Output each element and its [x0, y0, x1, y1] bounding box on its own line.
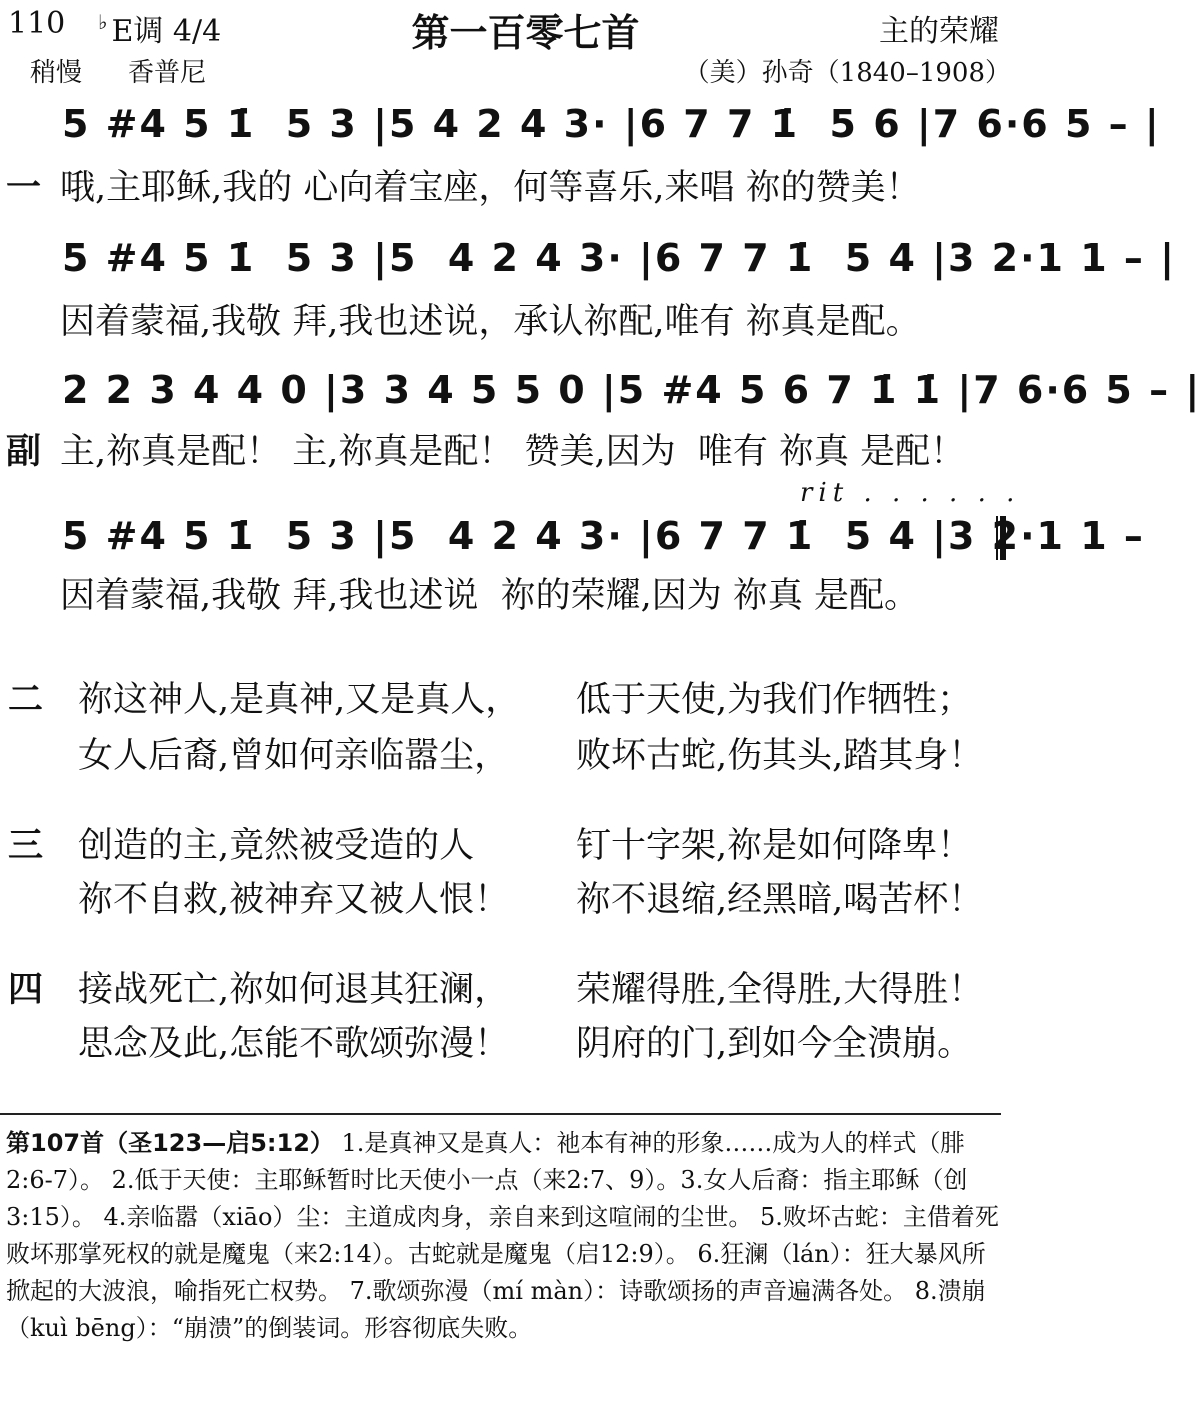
hymn-number: 110 — [8, 6, 66, 41]
notation-row-2: 5 #4 5 1̇ 5 3 |5 4 2 4 3· |6 7 7 1̇ 5 4 |3 2·1 1 – | — [62, 236, 1176, 280]
chorus-label: 副 — [6, 431, 42, 472]
footnotes-heading: 第107首（圣123—启5:12） — [6, 1129, 334, 1157]
lyrics-row-1: 哦,主耶稣,我的 心向着宝座，何等喜乐,来唱 祢的赞美！ — [60, 168, 921, 208]
hymn-subtitle: 主的荣耀 — [879, 14, 999, 49]
footnote-divider — [0, 1113, 1001, 1115]
ritardando-marking: rit . . . . . . — [800, 478, 1021, 508]
verse-4-line-1-left: 接战死亡,祢如何退其狂澜， — [78, 970, 510, 1010]
verse-3-line-2-left: 祢不自救,被神弃又被人恨！ — [78, 880, 510, 920]
verse-4-line-1-right: 荣耀得胜,全得胜,大得胜！ — [576, 970, 984, 1010]
verse-3-line-1-right: 钉十字架,祢是如何降卑！ — [576, 826, 973, 866]
verse-4-line-2-left: 思念及此,怎能不歌颂弥漫！ — [78, 1024, 510, 1064]
composer-credit: （美）孙奇（1840–1908） — [683, 58, 1011, 88]
verse-number-4: 四 — [8, 969, 44, 1010]
lyrics-row-2: 因着蒙福,我敬 拜,我也述说，承认祢配,唯有 祢真是配。 — [60, 302, 921, 342]
verse-2-line-1-right: 低于天使,为我们作牺牲； — [576, 680, 973, 720]
notation-row-3: 2 2 3 4 4 0 |3 3 4 5 5 0 |5 #4 5 6 7 1̇ 1̇ |7 6·6 5 – | — [62, 368, 1201, 412]
verse-2-line-2-right: 败坏古蛇,伤其头,踏其身！ — [576, 736, 984, 776]
tune-name: 香普尼 — [128, 58, 207, 88]
verse-label-1: 一 — [6, 167, 42, 208]
page-title: 第一百零七首 — [411, 11, 640, 55]
final-barline — [996, 516, 1006, 560]
footnotes-body: 1.是真神又是真人：祂本有神的形象……成为人的样式（腓2:6-7）。 2.低于天使：主耶稣暂时比天使小一点（来2:7、9）。3.女人后裔：指主耶稣（创3:15）。 4.亲临嚣（xiāo）尘：主道成肉身，亲自来到这喧闹的尘世。 5.败坏古蛇：主借着死败坏那掌死权的就是魔鬼（来2:14）。古蛇就是魔鬼（启12:9）。 6.狂澜（lán）：狂大暴风所掀起的大波浪，喻指死亡权势。 7.歌颂弥漫（mí màn）：诗歌颂扬的声音遍满各处。 8.溃崩（kuì bēng）：“崩溃”的倒装词。形容彻底失败。 — [6, 1129, 999, 1342]
key-label: E调 4/4 — [111, 14, 222, 49]
footnotes — [6, 1125, 1006, 1347]
verse-3-line-1-left: 创造的主,竟然被受造的人 — [78, 826, 475, 866]
tempo-marking: 稍慢 — [30, 58, 83, 88]
verse-2-line-2-left: 女人后裔,曾如何亲临嚣尘， — [78, 736, 510, 776]
verse-2-line-1-left: 祢这神人,是真神,又是真人， — [78, 680, 521, 720]
verse-4-line-2-right: 阴府的门,到如今全溃崩。 — [576, 1024, 973, 1064]
lyrics-row-3: 主,祢真是配！ 主,祢真是配！ 赞美,因为 唯有 祢真 是配！ — [60, 432, 966, 472]
notation-row-4: 5 #4 5 1̇ 5 3 |5 4 2 4 3· |6 7 7 1̇ 5 4 |3 2·1 1 – — [62, 514, 1161, 558]
flat-symbol: ♭ — [98, 10, 108, 34]
lyrics-row-4: 因着蒙福,我敬 拜,我也述说 祢的荣耀,因为 祢真 是配。 — [60, 576, 920, 616]
notation-row-1: 5 #4 5 1̇ 5 3 |5 4 2 4 3· |6 7 7 1̇ 5 6 |7 6·6 5 – | — [62, 102, 1161, 146]
verse-number-2: 二 — [8, 679, 44, 720]
verse-number-3: 三 — [8, 825, 44, 866]
verse-3-line-2-right: 祢不退缩,经黑暗,喝苦杯！ — [576, 880, 984, 920]
